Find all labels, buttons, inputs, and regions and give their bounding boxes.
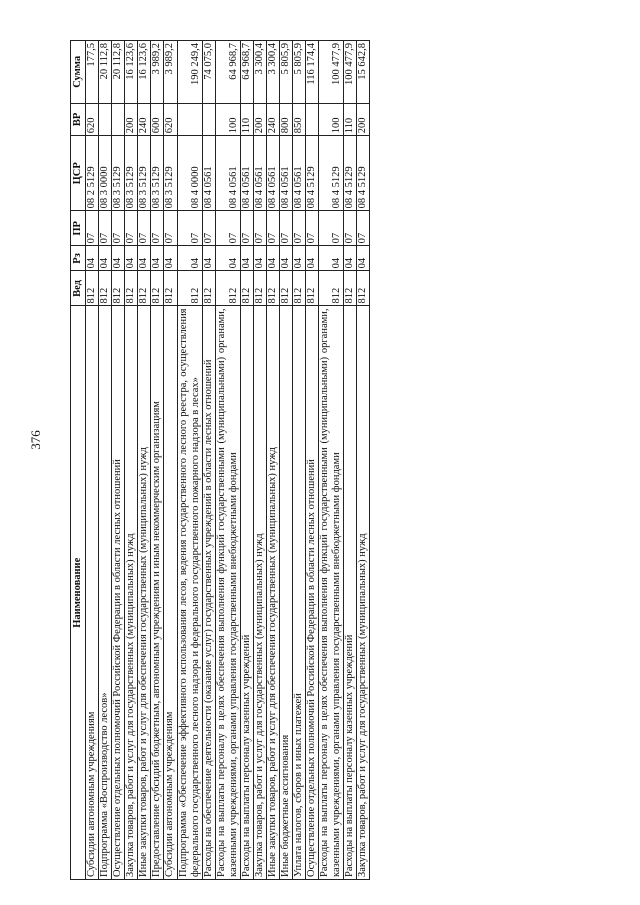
ved-cell: 812: [177, 271, 202, 306]
name-cell: Закупка товаров, работ и услуг для государственных (муниципальных) нужд: [253, 306, 266, 880]
sum-cell: 116 174,4: [306, 41, 319, 104]
vr-cell: 620: [86, 103, 99, 136]
vr-cell: [99, 103, 112, 136]
pr-cell: 07: [266, 211, 279, 246]
rz-cell: 04: [266, 246, 279, 271]
sum-cell: 100 477,9: [344, 41, 357, 104]
csr-cell: 08 3 5129: [138, 136, 151, 211]
sum-cell: 5 805,9: [293, 41, 306, 104]
rz-cell: 04: [319, 246, 344, 271]
sum-cell: 74 075,0: [202, 41, 215, 104]
sum-cell: 20 112,8: [99, 41, 112, 104]
csr-cell: 08 4 0561: [215, 136, 240, 211]
csr-cell: 08 4 5129: [344, 136, 357, 211]
pr-cell: 07: [177, 211, 202, 246]
table-row: [177, 41, 202, 880]
table-row: [280, 41, 293, 880]
pr-cell: 07: [253, 211, 266, 246]
csr-cell: 08 4 0561: [240, 136, 253, 211]
table-row: [112, 41, 125, 880]
rz-cell: 04: [99, 246, 112, 271]
vr-cell: 200: [253, 103, 266, 136]
table-row: [202, 41, 215, 880]
sum-cell: 190 249,4: [177, 41, 202, 104]
sum-cell: 3 300,4: [266, 41, 279, 104]
sum-cell: 20 112,8: [112, 41, 125, 104]
name-cell: Закупка товаров, работ и услуг для государственных (муниципальных) нужд: [357, 306, 370, 880]
csr-cell: 08 2 5129: [86, 136, 99, 211]
rz-cell: 04: [177, 246, 202, 271]
rz-cell: 04: [138, 246, 151, 271]
vr-cell: 800: [280, 103, 293, 136]
name-cell: Предоставление субсидий бюджетным, автономным учреждениям и иным некоммерческим организациям: [151, 306, 164, 880]
name-cell: Расходы на выплаты персоналу в целях обеспечения выполнения функций государственными (муниципальными) органами, казенными учреждениями, органами управления государственными внебюджетными фондами: [319, 306, 344, 880]
csr-cell: 08 3 5129: [112, 136, 125, 211]
header-sum: Сумма: [71, 41, 86, 104]
sum-cell: 16 123,6: [138, 41, 151, 104]
sum-cell: 64 968,7: [240, 41, 253, 104]
name-cell: Субсидии автономным учреждениям: [164, 306, 177, 880]
name-cell: Расходы на выплаты персоналу казенных учреждений: [240, 306, 253, 880]
name-cell: Субсидии автономным учреждениям: [86, 306, 99, 880]
sum-cell: 64 968,7: [215, 41, 240, 104]
rz-cell: 04: [86, 246, 99, 271]
name-cell: Иные закупки товаров, работ и услуг для обеспечения государственных (муниципальных) нужд: [138, 306, 151, 880]
table-row: [215, 41, 240, 880]
table-row: [253, 41, 266, 880]
name-cell: Осуществление отдельных полномочий Российской Федерации в области лесных отношений: [112, 306, 125, 880]
vr-cell: [112, 103, 125, 136]
pr-cell: 07: [319, 211, 344, 246]
vr-cell: 200: [125, 103, 138, 136]
name-cell: Иные закупки товаров, работ и услуг для обеспечения государственных (муниципальных) нужд: [266, 306, 279, 880]
name-cell: Осуществление отдельных полномочий Российской Федерации в области лесных отношений: [306, 306, 319, 880]
rz-cell: 04: [344, 246, 357, 271]
pr-cell: 07: [357, 211, 370, 246]
csr-cell: 08 4 0561: [266, 136, 279, 211]
sum-cell: 3 989,2: [151, 41, 164, 104]
table-row: [138, 41, 151, 880]
vr-cell: 110: [344, 103, 357, 136]
csr-cell: 08 4 0561: [202, 136, 215, 211]
pr-cell: 07: [240, 211, 253, 246]
ved-cell: 812: [357, 271, 370, 306]
table-row: [319, 41, 344, 880]
ved-cell: 812: [215, 271, 240, 306]
table-row: [293, 41, 306, 880]
name-cell: Уплата налогов, сборов и иных платежей: [293, 306, 306, 880]
vr-cell: 200: [357, 103, 370, 136]
pr-cell: 07: [99, 211, 112, 246]
ved-cell: 812: [280, 271, 293, 306]
pr-cell: 07: [151, 211, 164, 246]
csr-cell: 08 4 0561: [253, 136, 266, 211]
vr-cell: [177, 103, 202, 136]
ved-cell: 812: [112, 271, 125, 306]
csr-cell: 08 4 5129: [319, 136, 344, 211]
rz-cell: 04: [112, 246, 125, 271]
vr-cell: 240: [138, 103, 151, 136]
sum-cell: 177,5: [86, 41, 99, 104]
rz-cell: 04: [202, 246, 215, 271]
table-row: [240, 41, 253, 880]
rotated-page: [70, 40, 570, 880]
rz-cell: 04: [357, 246, 370, 271]
vr-cell: 110: [240, 103, 253, 136]
ved-cell: 812: [319, 271, 344, 306]
ved-cell: 812: [266, 271, 279, 306]
pr-cell: 07: [125, 211, 138, 246]
ved-cell: 812: [164, 271, 177, 306]
vr-cell: 240: [266, 103, 279, 136]
vr-cell: 100: [215, 103, 240, 136]
pr-cell: 07: [306, 211, 319, 246]
name-cell: Расходы на обеспечение деятельности (оказание услуг) государственных учреждений в области лесных отношений: [202, 306, 215, 880]
pr-cell: 07: [138, 211, 151, 246]
sum-cell: 15 642,8: [357, 41, 370, 104]
sum-cell: 100 477,9: [319, 41, 344, 104]
rz-cell: 04: [253, 246, 266, 271]
budget-table: [70, 40, 370, 880]
ved-cell: 812: [125, 271, 138, 306]
csr-cell: 08 4 5129: [306, 136, 319, 211]
csr-cell: 08 4 0000: [177, 136, 202, 211]
vr-cell: 620: [164, 103, 177, 136]
pr-cell: 07: [86, 211, 99, 246]
csr-cell: 08 3 5129: [151, 136, 164, 211]
name-cell: Расходы на выплаты персоналу в целях обеспечения выполнения функций государственными (муниципальными) органами, казенными учреждениями, органами управления государственными внебюджетными фондами: [215, 306, 240, 880]
rz-cell: 04: [280, 246, 293, 271]
ved-cell: 812: [253, 271, 266, 306]
table-body: [86, 41, 370, 880]
vr-cell: [306, 103, 319, 136]
table-row: [125, 41, 138, 880]
sum-cell: 5 805,9: [280, 41, 293, 104]
rz-cell: 04: [164, 246, 177, 271]
ved-cell: 812: [99, 271, 112, 306]
table-row: [266, 41, 279, 880]
pr-cell: 07: [344, 211, 357, 246]
csr-cell: 08 4 0561: [293, 136, 306, 211]
table-row: [344, 41, 357, 880]
ved-cell: 812: [293, 271, 306, 306]
csr-cell: 08 3 5129: [164, 136, 177, 211]
name-cell: Иные бюджетные ассигнования: [280, 306, 293, 880]
rz-cell: 04: [293, 246, 306, 271]
table-row: [164, 41, 177, 880]
table-row: [151, 41, 164, 880]
pr-cell: 07: [112, 211, 125, 246]
pr-cell: 07: [280, 211, 293, 246]
page-number: 376: [28, 430, 43, 450]
pr-cell: 07: [215, 211, 240, 246]
csr-cell: 08 3 0000: [99, 136, 112, 211]
rz-cell: 04: [215, 246, 240, 271]
table-header-row: [71, 41, 86, 880]
sum-cell: 3 300,4: [253, 41, 266, 104]
rz-cell: 04: [306, 246, 319, 271]
ved-cell: 812: [306, 271, 319, 306]
ved-cell: 812: [86, 271, 99, 306]
name-cell: Подпрограмма «Воспроизводство лесов»: [99, 306, 112, 880]
header-vr: ВР: [71, 103, 86, 136]
vr-cell: 850: [293, 103, 306, 136]
table-row: [306, 41, 319, 880]
header-rz: Рз: [71, 246, 86, 271]
sum-cell: 16 123,6: [125, 41, 138, 104]
pr-cell: 07: [293, 211, 306, 246]
csr-cell: 08 4 0561: [280, 136, 293, 211]
csr-cell: 08 3 5129: [125, 136, 138, 211]
rz-cell: 04: [240, 246, 253, 271]
header-csr: ЦСР: [71, 136, 86, 211]
ved-cell: 812: [138, 271, 151, 306]
table-row: [357, 41, 370, 880]
ved-cell: 812: [151, 271, 164, 306]
ved-cell: 812: [344, 271, 357, 306]
sum-cell: 3 989,2: [164, 41, 177, 104]
rz-cell: 04: [125, 246, 138, 271]
pr-cell: 07: [164, 211, 177, 246]
vr-cell: [202, 103, 215, 136]
csr-cell: 08 4 5129: [357, 136, 370, 211]
table-row: [99, 41, 112, 880]
rz-cell: 04: [151, 246, 164, 271]
vr-cell: 600: [151, 103, 164, 136]
pr-cell: 07: [202, 211, 215, 246]
header-pr: ПР: [71, 211, 86, 246]
ved-cell: 812: [240, 271, 253, 306]
name-cell: Расходы на выплаты персоналу казенных учреждений: [344, 306, 357, 880]
table-row: [86, 41, 99, 880]
ved-cell: 812: [202, 271, 215, 306]
vr-cell: 100: [319, 103, 344, 136]
header-ved: Вед: [71, 271, 86, 306]
name-cell: Закупка товаров, работ и услуг для государственных (муниципальных) нужд: [125, 306, 138, 880]
header-name: Наименование: [71, 306, 86, 880]
name-cell: Подпрограмма «Обеспечение эффективного использования лесов, ведения государственного лесного реестра, осуществления федерального государственного лесного надзора и федерального государственного пожарного надзора в лесах»: [177, 306, 202, 880]
